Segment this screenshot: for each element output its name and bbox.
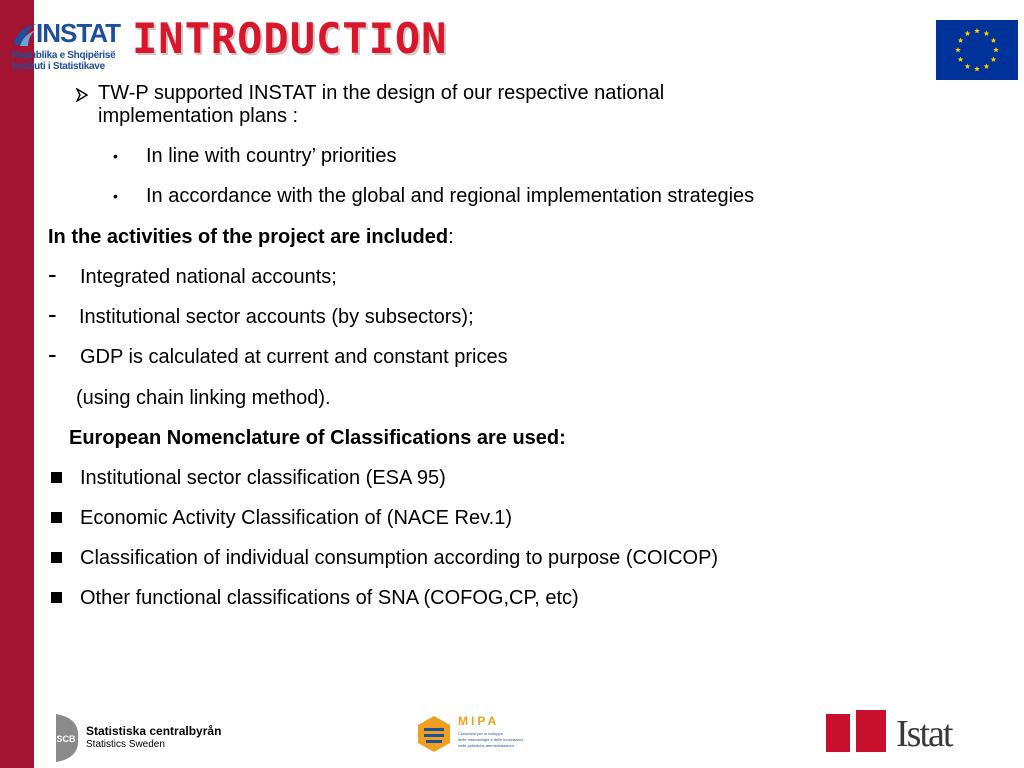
bullet-dot-icon: •: [113, 148, 118, 164]
intro-bullet-2: In accordance with the global and regional implementation strategies: [146, 185, 755, 207]
activities-heading-text: In the activities of the project are included: [48, 226, 449, 248]
mipa-subtitle-2: delle metodologie e delle innovazioni: [458, 737, 524, 742]
istat-logo: [826, 708, 976, 756]
classification-item-3: Classification of individual consumption according to purpose (COICOP): [80, 547, 719, 569]
page-title: INTRODUCTION: [132, 14, 448, 63]
bullet-dot-icon: •: [113, 188, 118, 204]
square-bullet-icon: [51, 512, 62, 523]
istat-mark-icon: [826, 710, 890, 754]
scb-name: Statistiska centralbyrån: [86, 724, 222, 738]
classification-item-2: Economic Activity Classification of (NACE Rev.1): [80, 507, 512, 529]
scb-mark-text: SCB: [56, 734, 76, 744]
scb-logo: [52, 712, 242, 764]
intro-line-2: implementation plans :: [98, 105, 299, 127]
activities-continuation: (using chain linking method).: [76, 387, 331, 409]
classifications-heading: European Nomenclature of Classifications are used:: [69, 427, 566, 449]
square-bullet-icon: [51, 552, 62, 563]
classification-item-1: Institutional sector classification (ESA 95): [80, 467, 446, 489]
activities-heading: [48, 225, 454, 249]
mipa-subtitle-1: Consorzio per lo sviluppo: [458, 731, 503, 736]
activities-item-2: Institutional sector accounts (by subsectors);: [79, 306, 474, 328]
istat-name: Istat: [896, 713, 952, 755]
arrow-bullet-icon: [76, 88, 88, 102]
mipa-emblem-icon: [414, 714, 454, 754]
instat-logo-line2: Instituti i Statistikave: [12, 61, 105, 72]
square-bullet-icon: [51, 472, 62, 483]
instat-swoosh-icon: [12, 22, 38, 48]
dash-bullet-icon: -: [48, 259, 57, 289]
mipa-name: MIPA: [458, 714, 500, 728]
dash-bullet-icon: -: [48, 339, 57, 369]
intro-bullet-1: In line with country’ priorities: [146, 145, 397, 167]
scb-emblem-icon: [52, 712, 82, 764]
intro-line-1: TW-P supported INSTAT in the design of our respective national: [98, 82, 665, 104]
activities-item-3: GDP is calculated at current and constant prices: [80, 346, 508, 368]
scb-subtitle: Statistics Sweden: [86, 739, 165, 750]
instat-logo: [10, 18, 121, 72]
instat-logo-word: INSTAT: [36, 18, 121, 48]
mipa-subtitle-3: nelle pubbliche amministrazioni: [458, 743, 514, 748]
left-accent-bar: [0, 0, 34, 768]
instat-logo-line1: Republika e Shqipërisë: [12, 50, 116, 61]
activities-heading-colon: :: [448, 226, 454, 248]
activities-item-1: Integrated national accounts;: [80, 266, 337, 288]
eu-flag-icon: [936, 20, 1018, 80]
square-bullet-icon: [51, 592, 62, 603]
classification-item-4: Other functional classifications of SNA (COFOG,CP, etc): [80, 587, 579, 609]
mipa-logo: [414, 714, 544, 754]
dash-bullet-icon: -: [48, 299, 57, 329]
